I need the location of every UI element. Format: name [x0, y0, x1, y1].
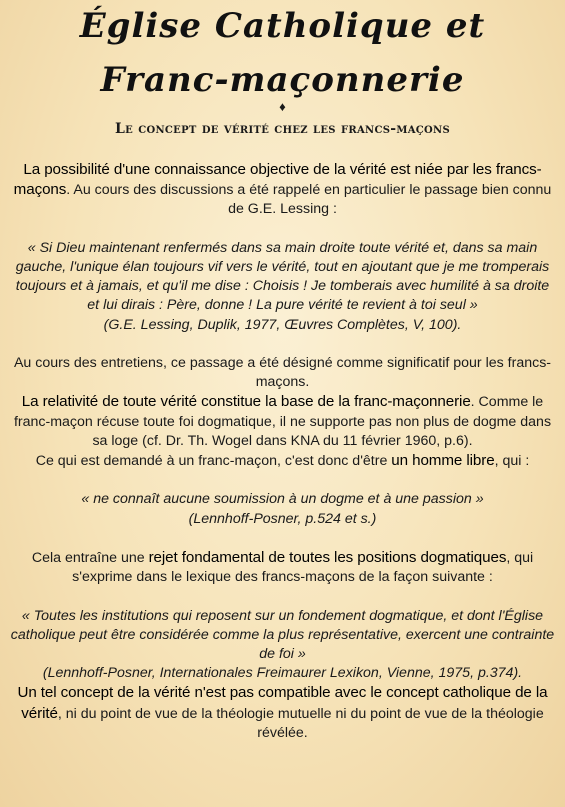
quote-source: (Lennhoff-Posner, p.524 et s.) — [188, 510, 377, 527]
emphasis-text: un homme libre — [391, 452, 495, 470]
paragraph-1 — [10, 160, 555, 220]
page-title-line-2: Franc-maçonnerie — [100, 60, 465, 100]
emphasis-text: La relativité de toute vérité constitue la base de la franc-maçonnerie — [21, 393, 471, 411]
paragraph-text: Ce qui est demandé à un franc-maçon, c'est donc d'être — [35, 453, 392, 470]
emphasis-text: La possibilité d'une connaissance objective de la vérité est niée par les francs-maçons — [13, 161, 542, 199]
emphasis-text: rejet fondamental de toutes les positions dogmatiques — [148, 549, 507, 566]
section-subtitle: Le concept de vérité chez les francs-maçons — [114, 121, 451, 137]
paragraph-3 — [10, 392, 555, 451]
paragraph-text: . Comme le franc-maçon récuse toute foi dogmatique, il ne supporte pas non plus de dogme dans sa loge (cf. Dr. Th. Wogel dans KNA du 11 février 1960, p.6). — [13, 394, 552, 449]
quote-lennhoff-1: « ne connaît aucune soumission à un dogme et à une passion » — [81, 491, 484, 508]
paragraph-4 — [10, 451, 555, 471]
quote-lennhoff-2: « Toutes les institutions qui reposent sur un fondement dogmatique, et dont l'Église catholique peut être considérée comme la plus représentative, exercent une contrainte de foi » — [10, 607, 555, 662]
paragraph-text: . Au cours des discussions a été rappelé en particulier le passage bien connu de G.E. Lessing : — [66, 182, 552, 218]
page-title-line-1: Église Catholique et — [79, 6, 486, 46]
paragraph-6 — [10, 683, 555, 743]
paragraph-5 — [10, 548, 555, 587]
paragraph-text: , ni du point de vue de la théologie mutuelle ni du point de vue de la théologie révélée. — [57, 705, 544, 741]
emphasis-text: Un tel concept de la vérité n'est pas compatible avec le concept catholique de la vérité — [17, 684, 548, 722]
paragraph-text: , qui s'exprime dans le lexique des francs-maçons de la façon suivante : — [72, 550, 534, 586]
article-body — [10, 160, 555, 743]
quote-lessing: « Si Dieu maintenant renfermés dans sa main droite toute vérité et, dans sa main gauche, l'unique élan toujours vif vers le vérité, tout en ajoutant que je me tromperais toujours et à jamais, et qu'il me dise : Choisis ! Je tomberais avec humilité à sa droite et lui dirais : Père, donne ! La pure vérité te revient à toi seul » — [15, 239, 550, 314]
quote-source: (G.E. Lessing, Duplik, 1977, Œuvres Complètes, V, 100). — [103, 316, 462, 333]
paragraph-text: , qui : — [494, 453, 530, 470]
diamond-ornament-icon: ♦ — [279, 99, 286, 114]
paragraph-text: Cela entraîne une — [31, 550, 149, 566]
quote-source: (Lennhoff-Posner, Internationales Freimaurer Lexikon, Vienne, 1975, p.374). — [42, 665, 523, 682]
paragraph-2: Au cours des entretiens, ce passage a été désigné comme significatif pour les francs-maçons. — [13, 355, 552, 391]
